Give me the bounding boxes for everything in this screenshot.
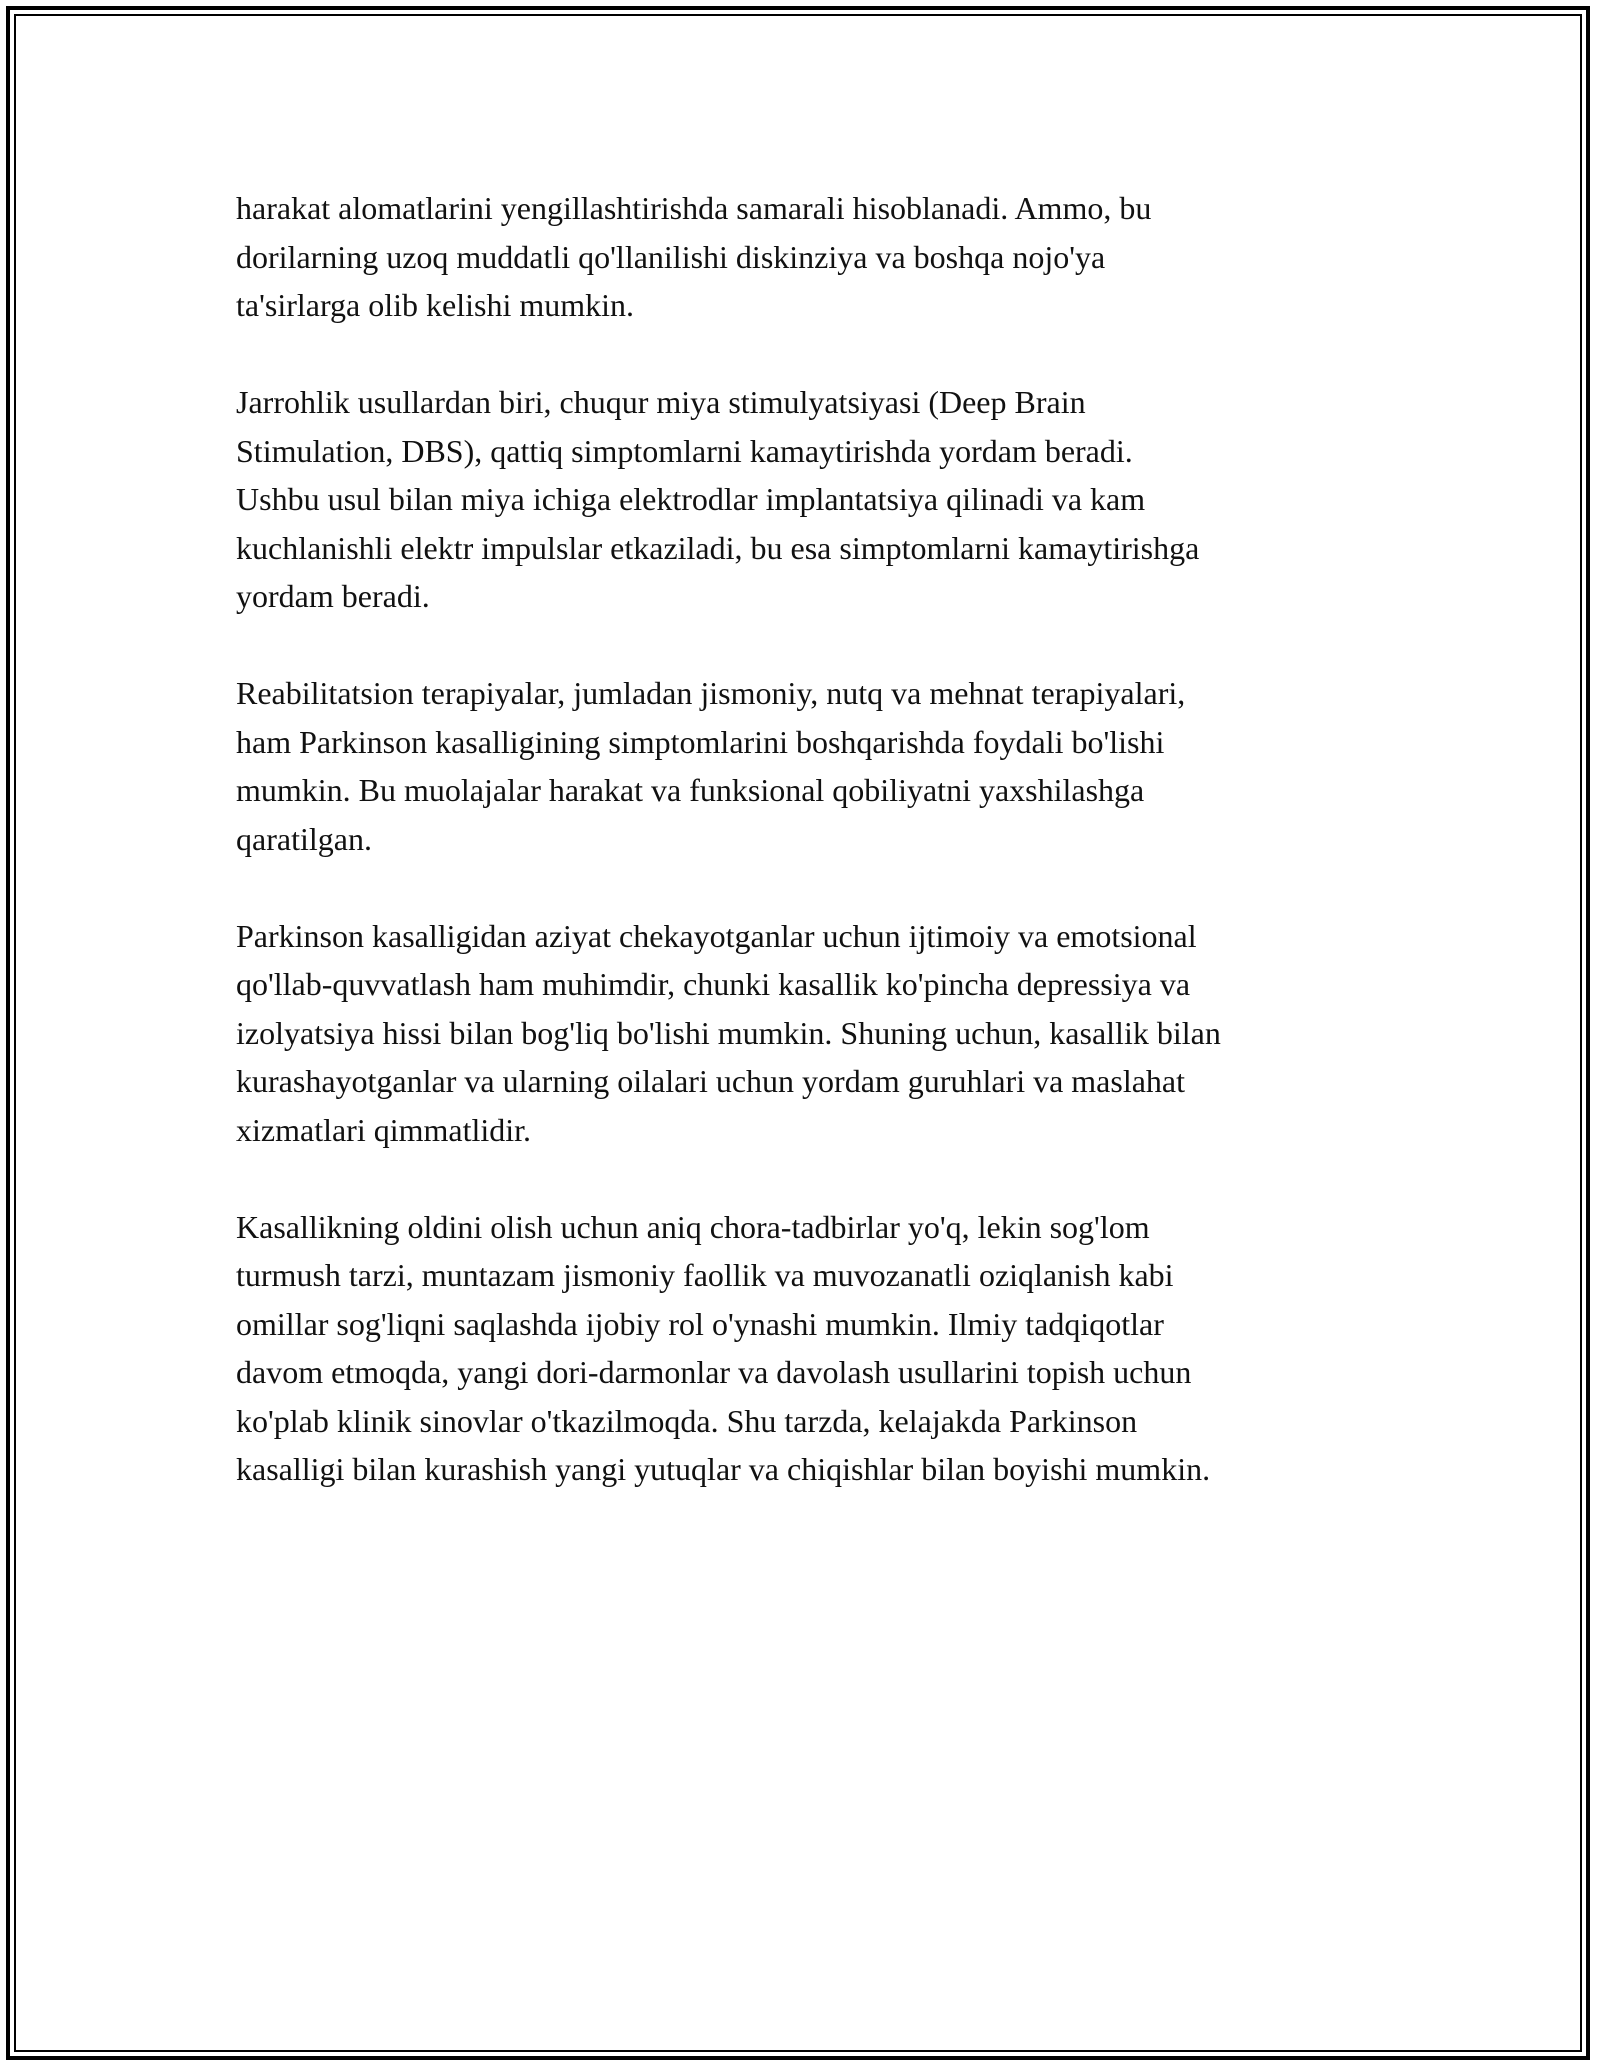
paragraph-deep-brain-stimulation: Jarrohlik usullardan biri, chuqur miya stimulyatsiyasi (Deep Brain Stimulation, DBS), qattiq simptomlarni kamaytirishda yordam beradi. Ushbu usul bilan miya ichiga elektrodlar implantatsiya qilinadi va kam kuchlanishli elektr impulslar etkaziladi, bu esa simptomlarni kamaytirishga yordam beradi. [236, 384, 1200, 614]
document-body [236, 184, 1386, 1542]
paragraph-prevention-and-research: Kasallikning oldini olish uchun aniq chora-tadbirlar yo'q, lekin sog'lom turmush tarzi, muntazam jismoniy faollik va muvozanatli oziqlanish kabi omillar sog'liqni saqlashda ijobiy rol o'ynashi mumkin. Ilmiy tadqiqotlar davom etmoqda, yangi dori-darmonlar va davolash usullarini topish uchun ko'plab klinik sinovlar o'tkazilmoqda. Shu tarzda, kelajakda Parkinson kasalligi bilan kurashish yangi yutuqlar va chiqishlar bilan boyishi mumkin. [236, 1208, 1211, 1487]
paragraph-social-emotional-support: Parkinson kasalligidan aziyat chekayotganlar uchun ijtimoiy va emotsional qo'llab-quvvatlash ham muhimdir, chunki kasallik ko'pincha depressiya va izolyatsiya hissi bilan bog'liq bo'lishi mumkin. Shuning uchun, kasallik bilan kurashayotganlar va ularning oilalari uchun yordam guruhlari va maslahat xizmatlari qimmatlidir. [236, 917, 1221, 1148]
paragraph-medication-side-effects: harakat alomatlarini yengillashtirishda samarali hisoblanadi. Ammo, bu dorilarning uzoq muddatli qo'llanilishi diskinziya va boshqa nojo'ya ta'sirlarga olib kelishi mumkin. [236, 190, 1152, 323]
paragraph-rehabilitation-therapies: Reabilitatsion terapiyalar, jumladan jismoniy, nutq va mehnat terapiyalari, ham Parkinson kasalligining simptomlarini boshqarishda foydali bo'lishi mumkin. Bu muolajalar harakat va funksional qobiliyatni yaxshilashga qaratilgan. [236, 675, 1186, 857]
